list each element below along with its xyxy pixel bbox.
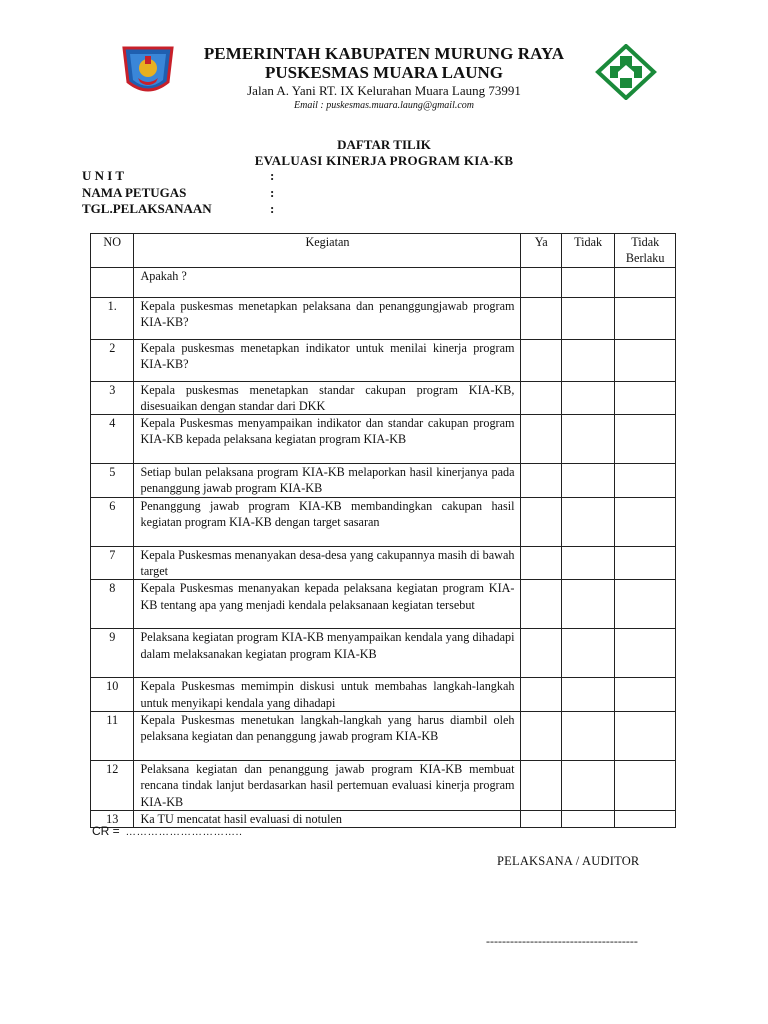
cell-tidak-berlaku-checkbox[interactable] xyxy=(615,297,676,339)
table-row xyxy=(91,546,676,580)
cell-tidak-berlaku-checkbox[interactable] xyxy=(615,810,676,827)
cell-kegiatan: Kepala puskesmas menetapkan pelaksana dan penanggungjawab program KIA-KB? xyxy=(134,297,521,339)
cell-tidak-checkbox[interactable] xyxy=(561,339,614,381)
table-row xyxy=(91,711,676,760)
cell-ya-checkbox[interactable] xyxy=(521,629,561,678)
document-title: DAFTAR TILIK xyxy=(337,137,431,152)
meta-colon: : xyxy=(270,201,275,216)
cell-tidak-berlaku-checkbox[interactable] xyxy=(615,629,676,678)
meta-row-nama-petugas xyxy=(82,185,280,202)
cell-no: 9 xyxy=(91,629,134,678)
cell-kegiatan: Pelaksana kegiatan dan penanggung jawab program KIA-KB membuat rencana tindak lanjut berdasarkan hasil pertemuan evaluasi kinerja program KIA-KB xyxy=(134,760,521,810)
cell-ya-checkbox[interactable] xyxy=(521,497,561,546)
letterhead-address: Jalan A. Yani RT. IX Kelurahan Muara Laung 73991 xyxy=(247,83,521,98)
cell-no: 7 xyxy=(91,546,134,580)
meta-label: TGL.PELAKSANAAN xyxy=(82,201,212,216)
table-row xyxy=(91,760,676,810)
cell-ya-checkbox[interactable] xyxy=(521,546,561,580)
cell-ya-checkbox[interactable] xyxy=(521,810,561,827)
table-row xyxy=(91,497,676,546)
cell-ya-checkbox[interactable] xyxy=(521,415,561,464)
cell-tidak-checkbox[interactable] xyxy=(561,267,614,297)
cell-kegiatan: Kepala Puskesmas menanyakan desa-desa yang cakupannya masih di bawah target xyxy=(134,546,521,580)
cell-tidak-berlaku-checkbox[interactable] xyxy=(615,381,676,415)
cell-tidak-berlaku-checkbox[interactable] xyxy=(615,546,676,580)
cell-tidak-checkbox[interactable] xyxy=(561,711,614,760)
cell-tidak-checkbox[interactable] xyxy=(561,415,614,464)
cell-tidak-checkbox[interactable] xyxy=(561,546,614,580)
meta-row-tgl-pelaksanaan xyxy=(82,201,280,218)
header-tidak-berlaku: Tidak Berlaku xyxy=(615,234,676,268)
document-subtitle: EVALUASI KINERJA PROGRAM KIA-KB xyxy=(254,153,514,168)
table-row-intro xyxy=(91,267,676,297)
cell-no: 8 xyxy=(91,580,134,629)
cell-no: 1. xyxy=(91,297,134,339)
cell-kegiatan: Kepala puskesmas menetapkan standar cakupan program KIA-KB, disesuaikan dengan standar dari DKK xyxy=(134,381,521,415)
cell-kegiatan: Kepala Puskesmas menetukan langkah-langkah yang harus diambil oleh pelaksana kegiatan dan penanggung jawab program KIA-KB xyxy=(134,711,521,760)
cell-ya-checkbox[interactable] xyxy=(521,678,561,712)
cell-no: 6 xyxy=(91,497,134,546)
cell-kegiatan: Kepala Puskesmas memimpin diskusi untuk membahas langkah-langkah untuk menyikapi kendala yang dihadapi xyxy=(134,678,521,712)
table-row xyxy=(91,678,676,712)
cell-no: 11 xyxy=(91,711,134,760)
cell-tidak-berlaku-checkbox[interactable] xyxy=(615,580,676,629)
letterhead-institution: PUSKESMAS MUARA LAUNG xyxy=(264,63,504,82)
cell-ya-checkbox[interactable] xyxy=(521,339,561,381)
letterhead xyxy=(184,44,584,113)
cell-kegiatan: Setiap bulan pelaksana program KIA-KB melaporkan hasil kinerjanya pada penanggung jawab program KIA-KB xyxy=(134,464,521,498)
cell-kegiatan: Apakah ? xyxy=(134,267,521,297)
table-row xyxy=(91,629,676,678)
meta-colon: : xyxy=(270,184,275,200)
table-row xyxy=(91,339,676,381)
header-tidak: Tidak xyxy=(561,234,614,268)
cell-tidak-checkbox[interactable] xyxy=(561,497,614,546)
signature-line: -------------------------------------- xyxy=(486,934,638,948)
signer-title: PELAKSANA / AUDITOR xyxy=(497,854,640,868)
cell-tidak-berlaku-checkbox[interactable] xyxy=(615,678,676,712)
meta-label: NAMA PETUGAS xyxy=(82,184,187,200)
cell-no: 5 xyxy=(91,464,134,498)
document-titles xyxy=(0,137,768,169)
cell-tidak-berlaku-checkbox[interactable] xyxy=(615,497,676,546)
cell-tidak-checkbox[interactable] xyxy=(561,464,614,498)
cell-ya-checkbox[interactable] xyxy=(521,464,561,498)
cell-no: 10 xyxy=(91,678,134,712)
header-kegiatan: Kegiatan xyxy=(134,234,521,268)
cell-ya-checkbox[interactable] xyxy=(521,760,561,810)
cr-dots: ………………………….. xyxy=(125,827,243,838)
cell-ya-checkbox[interactable] xyxy=(521,580,561,629)
letterhead-email: Email : puskesmas.muara.laung@gmail.com xyxy=(293,100,475,111)
table-row xyxy=(91,297,676,339)
cr-field xyxy=(92,824,243,838)
letterhead-government: PEMERINTAH KABUPATEN MURUNG RAYA xyxy=(203,44,565,63)
table-row xyxy=(91,464,676,498)
meta-fields xyxy=(82,168,280,218)
cell-tidak-checkbox[interactable] xyxy=(561,760,614,810)
cell-kegiatan: Kepala puskesmas menetapkan indikator untuk menilai kinerja program KIA-KB? xyxy=(134,339,521,381)
cell-kegiatan: Kepala Puskesmas menyampaikan indikator dan standar cakupan program KIA-KB kepada pelaksana kegiatan program KIA-KB xyxy=(134,415,521,464)
cell-tidak-berlaku-checkbox[interactable] xyxy=(615,415,676,464)
meta-row-unit xyxy=(82,168,280,185)
cell-tidak-checkbox[interactable] xyxy=(561,810,614,827)
cell-kegiatan: Penanggung jawab program KIA-KB membandingkan cakupan hasil kegiatan program KIA-KB dengan target sasaran xyxy=(134,497,521,546)
cell-tidak-berlaku-checkbox[interactable] xyxy=(615,339,676,381)
cell-no xyxy=(91,267,134,297)
cell-tidak-berlaku-checkbox[interactable] xyxy=(615,267,676,297)
cell-no: 13 xyxy=(91,810,134,827)
meta-colon: : xyxy=(270,168,275,183)
cell-no: 3 xyxy=(91,381,134,415)
table-header-row xyxy=(91,234,676,268)
cell-tidak-checkbox[interactable] xyxy=(561,381,614,415)
meta-label: U N I T xyxy=(82,168,125,183)
cell-tidak-berlaku-checkbox[interactable] xyxy=(615,464,676,498)
cell-kegiatan: Ka TU mencatat hasil evaluasi di notulen xyxy=(134,810,521,827)
cell-tidak-checkbox[interactable] xyxy=(561,629,614,678)
cell-kegiatan: Pelaksana kegiatan program KIA-KB menyampaikan kendala yang dihadapi dalam melaksanakan kegiatan program KIA-KB xyxy=(134,629,521,678)
cell-tidak-checkbox[interactable] xyxy=(561,678,614,712)
cell-ya-checkbox[interactable] xyxy=(521,297,561,339)
cell-no: 2 xyxy=(91,339,134,381)
cell-tidak-berlaku-checkbox[interactable] xyxy=(615,760,676,810)
cell-tidak-checkbox[interactable] xyxy=(561,580,614,629)
puskesmas-logo-icon xyxy=(594,44,658,100)
cell-ya-checkbox[interactable] xyxy=(521,711,561,760)
cell-tidak-checkbox[interactable] xyxy=(561,297,614,339)
regency-emblem-icon xyxy=(116,42,180,98)
cr-label: CR = xyxy=(92,824,120,838)
cell-no: 12 xyxy=(91,760,134,810)
cell-tidak-berlaku-checkbox[interactable] xyxy=(615,711,676,760)
cell-kegiatan: Kepala Puskesmas menanyakan kepada pelaksana kegiatan program KIA-KB tentang apa yang menjadi kendala pelaksanaan kegiatan tersebut xyxy=(134,580,521,629)
checklist-table xyxy=(90,233,676,828)
header-no: NO xyxy=(91,234,134,268)
cell-ya-checkbox[interactable] xyxy=(521,267,561,297)
cell-ya-checkbox[interactable] xyxy=(521,381,561,415)
table-row xyxy=(91,415,676,464)
header-ya: Ya xyxy=(521,234,561,268)
table-row xyxy=(91,381,676,415)
table-row xyxy=(91,580,676,629)
cell-no: 4 xyxy=(91,415,134,464)
